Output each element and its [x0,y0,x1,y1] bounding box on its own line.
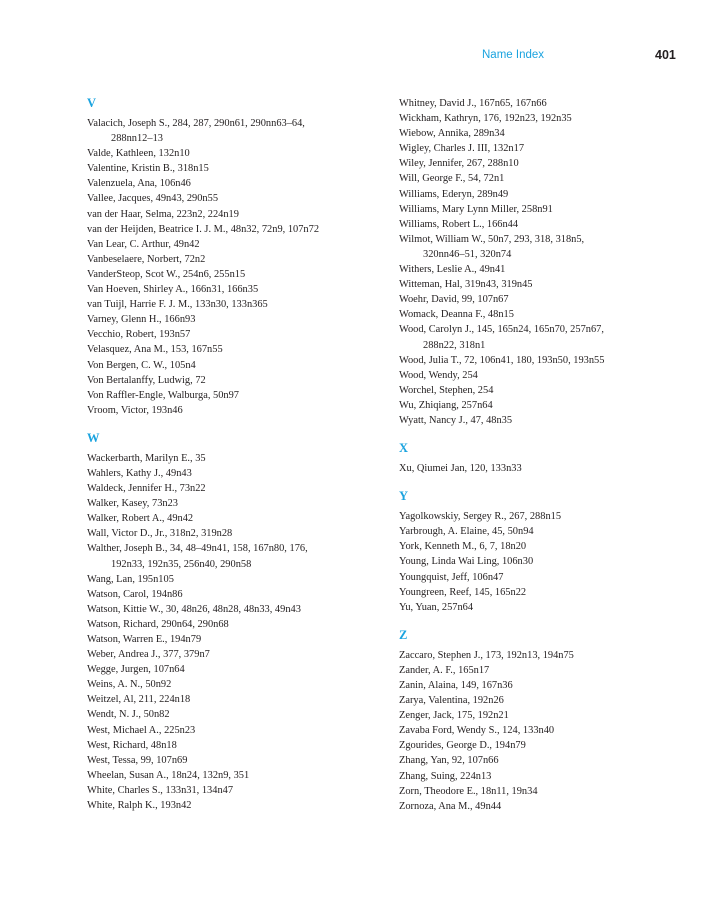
index-entry [87,783,377,798]
index-entry [87,572,377,587]
index-entry-text: Zenger, Jack, 175, 192n21 [399,710,509,722]
index-entry [87,738,377,753]
index-entry-text: Yu, Yuan, 257n64 [399,601,474,613]
index-entry [399,784,689,799]
index-entry [399,539,689,554]
index-entry-text: VanderSteop, Scot W., 254n6, 255n15 [87,268,246,280]
index-entry-text: van der Heijden, Beatrice I. J. M., 48n32, 72n9, 107n72 [87,223,320,235]
index-entry [87,222,377,237]
index-entry [87,632,377,647]
index-entry-text: Wood, Wendy, 254 [399,369,478,381]
index-entry [399,217,689,232]
index-entry-text: Valacich, Joseph S., 284, 287, 290n61, 290nn63–64, [87,118,305,129]
index-entry [399,292,689,307]
index-entry [399,413,689,428]
index-entry [87,662,377,677]
index-entry [399,509,689,524]
index-entry [87,526,377,541]
index-entry [399,585,689,600]
index-entry-text: Wood, Carolyn J., 145, 165n24, 165n70, 257n67, [399,324,604,336]
index-entry-text: Wang, Lan, 195n105 [87,573,174,585]
index-entry-text: West, Richard, 48n18 [87,739,177,751]
index-entry-text: Williams, Robert L., 166n44 [399,218,519,230]
index-entry [87,451,377,466]
index-entry [87,617,377,632]
index-entry [399,232,689,262]
index-entry-text: Watson, Warren E., 194n79 [87,634,202,645]
index-entry-text: Williams, Mary Lynn Miller, 258n91 [399,203,553,215]
index-entry [87,511,377,526]
index-entry-continuation: 288nn12–13 [111,133,163,145]
index-entry [399,126,689,141]
index-entry-text: Wood, Julia T., 72, 106n41, 180, 193n50, 193n55 [399,354,605,366]
index-entry [87,312,377,327]
index-entry-text: Zhang, Suing, 224n13 [399,770,492,782]
index-entry-text: Wall, Victor D., Jr., 318n2, 319n28 [87,528,233,540]
index-entry [399,753,689,768]
index-entry-text: Yarbrough, A. Elaine, 45, 50n94 [399,526,534,538]
index-entry-text: Wiley, Jennifer, 267, 288n10 [399,158,519,170]
index-entry [399,307,689,322]
index-entry-text: Wheelan, Susan A., 18n24, 132n9, 351 [87,769,250,781]
index-entry [399,383,689,398]
section-letter-heading: Y [399,489,409,504]
index-entry-text: Wilmot, William W., 50n7, 293, 318, 318n5, [399,233,585,245]
index-entry-text: Wendt, N. J., 50n82 [87,709,170,721]
index-entry-text: White, Ralph K., 193n42 [87,800,192,812]
index-entry [87,373,377,388]
index-entry-text: Will, George F., 54, 72n1 [399,173,505,185]
index-column-left [87,96,377,826]
index-entry [399,708,689,723]
index-entry-text: Zornoza, Ana M., 49n44 [399,800,502,812]
index-entry [87,707,377,722]
index-entry-text: Wiebow, Annika, 289n34 [399,128,505,140]
index-entry [87,602,377,617]
index-entry-text: Wickham, Kathryn, 176, 192n23, 192n35 [399,113,572,125]
index-entry-text: Whitney, David J., 167n65, 167n66 [399,98,547,109]
index-entry-text: Van Hoeven, Shirley A., 166n31, 166n35 [87,284,259,296]
index-entry-text: Yagolkowskiy, Sergey R., 267, 288n15 [399,511,562,523]
index-entry [399,678,689,693]
index-entry [399,141,689,156]
index-entry [87,297,377,312]
index-entry [87,587,377,602]
index-entry [399,769,689,784]
index-entry-text: York, Kenneth M., 6, 7, 18n20 [399,541,527,553]
index-entry [87,768,377,783]
index-entry-text: Woehr, David, 99, 107n67 [399,294,509,306]
index-entry [87,753,377,768]
index-entry-text: Wackerbarth, Marilyn E., 35 [87,452,206,464]
index-entry [399,96,689,111]
index-entry [399,187,689,202]
index-entry [399,663,689,678]
section-letter-heading: W [87,430,100,445]
index-entry [399,648,689,663]
index-entry [399,156,689,171]
index-entry-text: Youngreen, Reef, 145, 165n22 [399,586,527,598]
section-letter-heading: X [399,441,409,456]
index-entry-text: Vallee, Jacques, 49n43, 290n55 [87,193,219,205]
index-entry [399,111,689,126]
index-entry-text: Zgourides, George D., 194n79 [399,740,526,752]
index-entry [87,176,377,191]
index-entry-text: Von Bertalanffy, Ludwig, 72 [87,374,206,386]
index-entry-continuation: 288n22, 318n1 [423,339,486,351]
index-entry-text: Zarya, Valentina, 192n26 [399,695,504,707]
index-entry [87,647,377,662]
index-entry [87,496,377,511]
index-entry [399,202,689,217]
index-entry [87,252,377,267]
index-entry-text: Wyatt, Nancy J., 47, 48n35 [399,414,513,426]
index-entry-text: Wu, Zhiqiang, 257n64 [399,399,493,411]
index-entry [399,570,689,585]
index-entry [87,466,377,481]
index-entry [399,171,689,186]
index-entry [87,798,377,813]
index-entry-text: Zhang, Yan, 92, 107n66 [399,755,499,767]
index-section [399,441,689,476]
index-entry [87,677,377,692]
index-entry-continuation: 192n33, 192n35, 256n40, 290n58 [111,558,252,570]
index-entry [399,368,689,383]
index-entry [399,600,689,615]
index-entry-text: Walther, Joseph B., 34, 48–49n41, 158, 167n80, 176, [87,543,308,555]
index-entry [87,161,377,176]
index-section [87,96,377,418]
index-entry-text: Wegge, Jurgen, 107n64 [87,664,185,676]
index-entry-text: Van Lear, C. Arthur, 49n42 [87,238,200,250]
index-entry [87,358,377,373]
page-number: 401 [655,48,676,62]
index-entry-text: Von Bergen, C. W., 105n4 [87,359,196,371]
index-entry-text: Zanin, Alaina, 149, 167n36 [399,680,513,691]
index-entry-text: Varney, Glenn H., 166n93 [87,314,196,326]
index-entry [87,267,377,282]
index-entry [399,723,689,738]
index-entry-text: Vanbeselaere, Norbert, 72n2 [87,253,206,265]
index-column-right [399,96,689,827]
index-entry [399,322,689,352]
index-entry-text: West, Tessa, 99, 107n69 [87,754,188,766]
index-section [399,96,689,428]
index-entry [87,237,377,252]
index-entry-text: Zander, A. F., 165n17 [399,664,490,676]
index-entry [399,262,689,277]
index-entry [87,481,377,496]
index-entry-text: Williams, Ederyn, 289n49 [399,188,509,200]
index-section [399,628,689,814]
index-entry-text: van der Haar, Selma, 223n2, 224n19 [87,208,239,220]
index-entry-text: Weitzel, Al, 211, 224n18 [87,694,191,706]
index-entry-text: Vecchio, Robert, 193n57 [87,329,191,341]
index-entry-text: Wahlers, Kathy J., 49n43 [87,467,192,479]
index-entry-text: White, Charles S., 133n31, 134n47 [87,784,234,796]
index-entry-text: Walker, Kasey, 73n23 [87,498,178,510]
index-entry-text: Young, Linda Wai Ling, 106n30 [399,556,534,568]
index-entry [87,282,377,297]
index-entry [87,541,377,571]
index-entry-text: Waldeck, Jennifer H., 73n22 [87,483,206,495]
running-header-title: Name Index [482,49,545,61]
index-section [399,489,689,615]
index-entry-text: Wigley, Charles J. III, 132n17 [399,143,525,155]
index-entry-text: Worchel, Stephen, 254 [399,384,494,396]
index-entry-text: Xu, Qiumei Jan, 120, 133n33 [399,463,522,475]
index-entry [399,353,689,368]
index-entry [87,342,377,357]
index-entry-text: Watson, Kittie W., 30, 48n26, 48n28, 48n33, 49n43 [87,603,301,615]
index-entry [399,738,689,753]
section-letter-heading: Z [399,627,408,642]
index-entry [87,723,377,738]
section-letter-heading: V [87,96,97,110]
index-entry [399,554,689,569]
index-entry-text: Weins, A. N., 50n92 [87,679,172,691]
index-entry-text: Von Raffler-Engle, Walburga, 50n97 [87,389,239,401]
index-entry-text: Valenzuela, Ana, 106n46 [87,178,191,190]
index-entry-text: Youngquist, Jeff, 106n47 [399,571,504,583]
index-entry-text: Witteman, Hal, 319n43, 319n45 [399,279,533,291]
index-entry-text: Velasquez, Ana M., 153, 167n55 [87,344,223,356]
index-entry [87,327,377,342]
index-entry-text: Womack, Deanna F., 48n15 [399,309,514,321]
index-entry-text: Valde, Kathleen, 132n10 [87,148,190,160]
index-entry [399,398,689,413]
index-entry-text: Weber, Andrea J., 377, 379n7 [87,649,210,661]
index-entry-text: West, Michael A., 225n23 [87,724,196,736]
index-entry-text: Zorn, Theodore E., 18n11, 19n34 [399,785,538,797]
index-entry [399,524,689,539]
index-entry-text: Watson, Carol, 194n86 [87,588,183,600]
index-entry [87,692,377,707]
index-entry-continuation: 320nn46–51, 320n74 [423,248,512,260]
index-section [87,431,377,813]
index-entry-text: Zavaba Ford, Wendy S., 124, 133n40 [399,725,555,737]
index-entry-text: Withers, Leslie A., 49n41 [399,264,506,276]
index-entry [87,403,377,418]
index-entry-text: Valentine, Kristin B., 318n15 [87,163,209,175]
index-entry [399,799,689,814]
index-entry-text: Walker, Robert A., 49n42 [87,513,194,525]
index-entry [87,146,377,161]
index-entry-text: Vroom, Victor, 193n46 [87,404,183,416]
index-entry-text: Watson, Richard, 290n64, 290n68 [87,618,229,630]
index-entry [87,191,377,206]
index-entry [399,277,689,292]
index-entry-text: Zaccaro, Stephen J., 173, 192n13, 194n75 [399,649,574,661]
index-entry [399,693,689,708]
index-entry-text: van Tuijl, Harrie F. J. M., 133n30, 133n365 [87,299,268,311]
index-entry [87,116,377,146]
index-entry [87,388,377,403]
index-entry [399,461,689,476]
index-entry [87,207,377,222]
